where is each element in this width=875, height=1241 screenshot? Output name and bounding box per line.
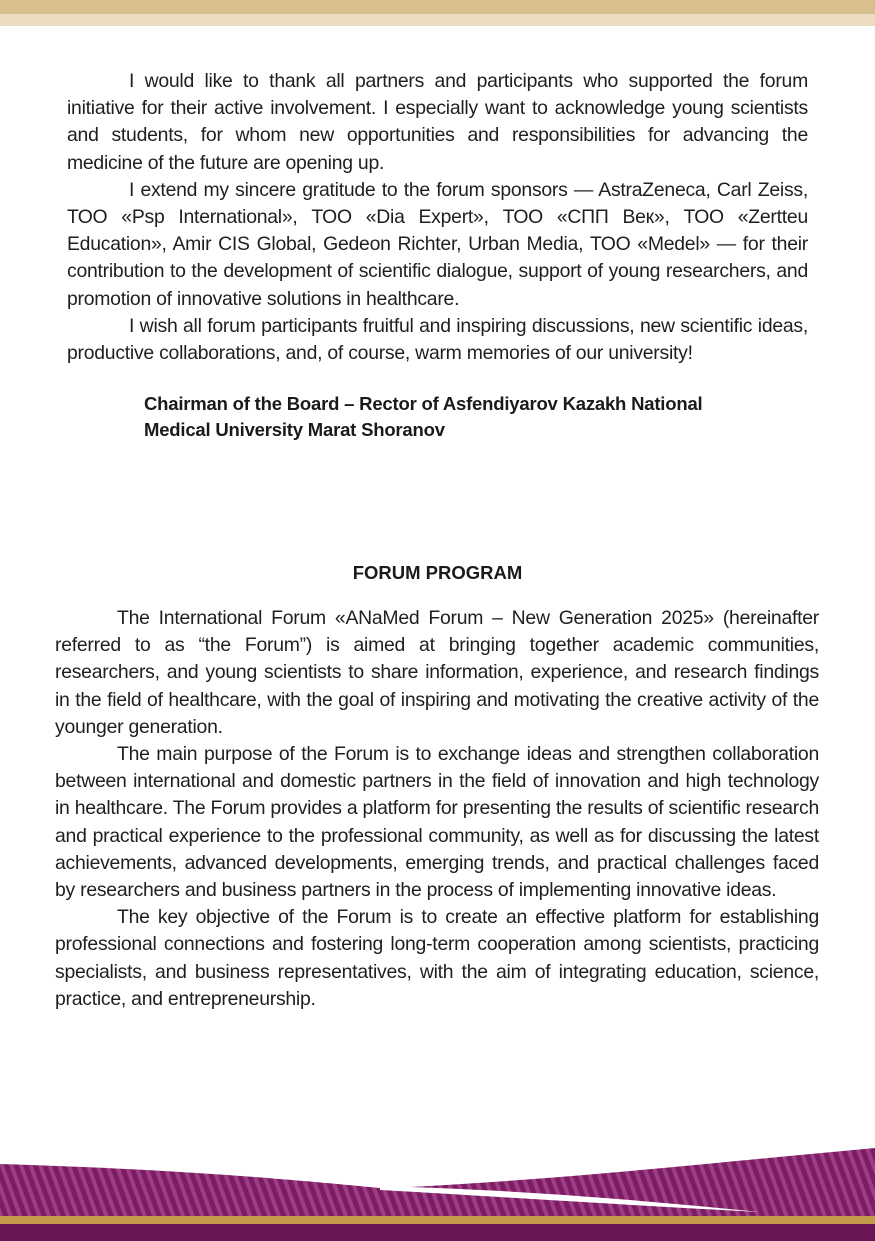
signature-block	[144, 391, 744, 443]
intro-text	[67, 68, 808, 367]
program-paragraph: The International Forum «ANaMed Forum – New Generation 2025» (hereinafter referred to as “the Forum”) is aimed at bringing together academic communities, researchers, and young scientists to share information, experience, and research findings in the field of healthcare, with the goal of inspiring and motivating the creative activity of the younger generation.	[55, 607, 819, 738]
top-decorative-band	[0, 0, 875, 28]
signature-line: Chairman of the Board – Rector of Asfendiyarov Kazakh National	[144, 393, 703, 414]
top-band-light-stripe	[0, 14, 875, 26]
section-heading: FORUM PROGRAM	[352, 562, 523, 583]
program-paragraph: The key objective of the Forum is to create an effective platform for establishing professional connections and fostering long-term cooperation among scientists, practicing specialists, and business representatives, with the aim of integrating education, science, practice, and entrepreneurship.	[55, 906, 819, 1010]
program-text	[55, 605, 819, 1013]
top-band-gold-stripe	[0, 0, 875, 14]
intro-paragraph: I extend my sincere gratitude to the forum sponsors — AstraZeneca, Carl Zeiss, ТОО «Psp International», ТОО «Dia Expert», ТОО «СПП Век», ТОО «Zertteu Education», Amir CIS Global, Gedeon Richter, Urban Media, ТОО «Medel» — for their contribution to the development of scientific dialogue, support of young researchers, and promotion of innovative solutions in healthcare.	[67, 178, 808, 310]
signature-line: Medical University Marat Shoranov	[144, 419, 445, 440]
footer-gold-stripe	[0, 1216, 875, 1224]
intro-paragraph: I wish all forum participants fruitful and inspiring discussions, new scientific ideas, productive collaborations, and, of course, warm memories of our university!	[67, 314, 808, 365]
intro-paragraph: I would like to thank all partners and participants who supported the forum initiative for their active involvement. I especially want to acknowledge young scientists and students, for whom new opportunities and responsibilities for advancing the medicine of the future are opening up.	[67, 70, 808, 174]
footer-purple-base	[0, 1224, 875, 1241]
footer-decoration	[0, 1140, 875, 1241]
program-paragraph: The main purpose of the Forum is to exchange ideas and strengthen collaboration between international and domestic partners in the field of innovation and high technology in healthcare. The Forum provides a platform for presenting the results of scientific research and practical experience to the professional community, as well as for discussing the latest achievements, advanced developments, emerging trends, and practical challenges faced by researchers and business partners in the process of implementing innovative ideas.	[55, 743, 819, 902]
